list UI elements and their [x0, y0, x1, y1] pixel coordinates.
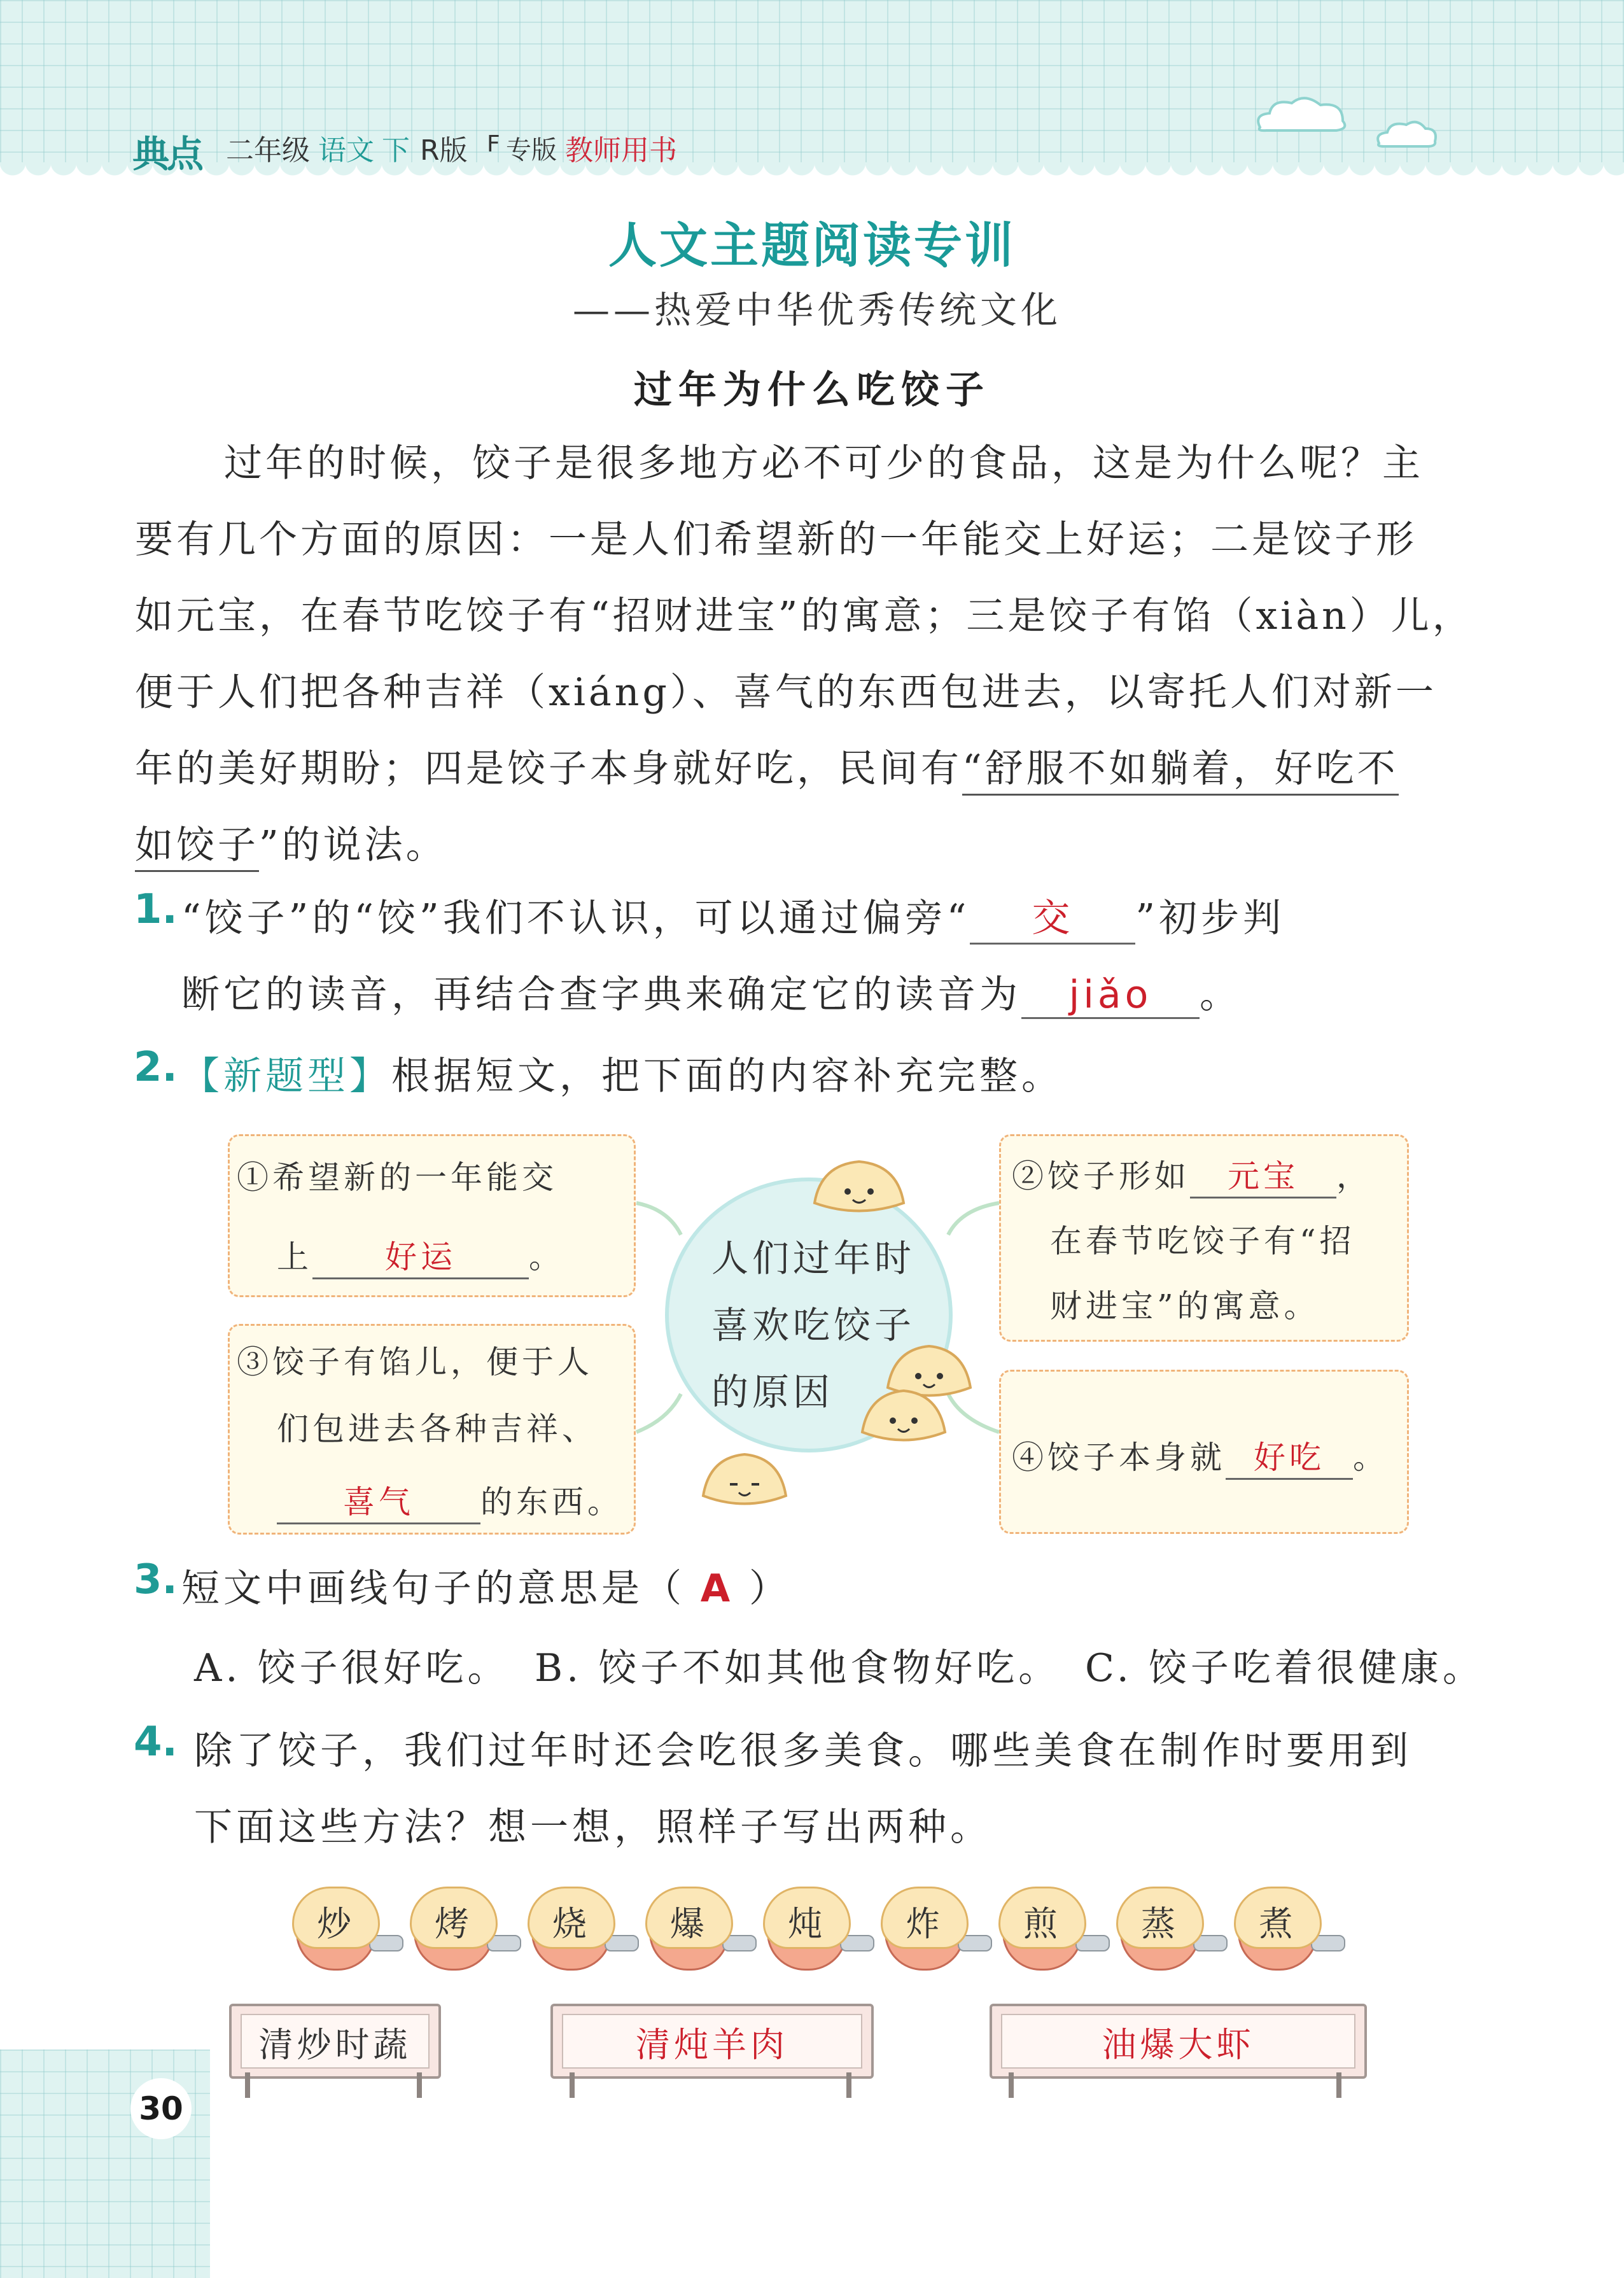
method-braise: 烧 — [525, 1884, 627, 1979]
question-1-number: 1. — [134, 886, 178, 933]
sign-leg — [570, 2072, 575, 2098]
method-steam: 蒸 — [1114, 1884, 1215, 1979]
header-special: 专版 — [506, 136, 557, 165]
underlined-sentence-part2: 如饺子 — [135, 823, 259, 872]
box-1-pre: 上 — [277, 1239, 312, 1276]
sign-leg — [1336, 2072, 1341, 2098]
story-line-3: 如元宝，在春节吃饺子有“招财进宝”的寓意；三是饺子有馅（xiàn）儿， — [135, 594, 1474, 638]
answer-sign-2 — [990, 2004, 1367, 2079]
sign-leg — [245, 2072, 250, 2098]
answer-ingot: 元宝 — [1190, 1151, 1336, 1199]
question-1-text-c: 断它的读音，再结合查字典来确定它的读音为 — [181, 973, 1021, 1017]
question-3-close: ） — [749, 1566, 791, 1611]
question-1-line-2 — [181, 964, 1242, 1019]
sign-leg — [1009, 2072, 1014, 2098]
example-dish: 清炒时蔬 — [258, 2025, 412, 2065]
box-2-line-3: 财进宝”的寓意。 — [1050, 1288, 1320, 1325]
answer-choice: A — [700, 1566, 734, 1611]
box-3-line-1: ③饺子有馅儿，便于人 — [237, 1344, 593, 1381]
new-question-type-tag: 【新题型】 — [181, 1054, 391, 1099]
header-subject: 语文 — [318, 134, 374, 167]
story-line-1: 过年的时候，饺子是很多地方必不可少的食品，这是为什么呢？主 — [224, 441, 1424, 486]
center-line-3: 的原因 — [711, 1370, 834, 1414]
publisher-logo: 典点 — [132, 132, 202, 176]
sign-leg — [846, 2072, 851, 2098]
box-2-post: ， — [1336, 1158, 1372, 1195]
dumpling-icon — [697, 1445, 792, 1515]
question-4-line-2: 下面这些方法？想一想，照样子写出两种。 — [194, 1805, 992, 1850]
method-stir-fry: 炒 — [290, 1884, 391, 1979]
answer-sign-1 — [550, 2004, 874, 2079]
dumpling-icon — [856, 1381, 951, 1451]
answer-pinyin: jiǎo — [1021, 973, 1200, 1019]
cloud-icon — [1247, 89, 1355, 140]
box-2-line-1 — [1012, 1151, 1372, 1199]
method-stew: 炖 — [760, 1884, 862, 1979]
story-title: 过年为什么吃饺子 — [634, 368, 990, 412]
center-line-1: 人们过年时 — [711, 1237, 916, 1280]
header-special-prefix: F — [487, 131, 500, 157]
question-4-number: 4. — [134, 1719, 178, 1766]
question-3-option-c: C. 饺子吃着很健康。 — [1085, 1646, 1485, 1691]
question-3-option-b: B. 饺子不如其他食物好吃。 — [535, 1646, 1061, 1691]
page-title: 人文主题阅读专训 — [608, 217, 1016, 274]
question-1-text-d: 。 — [1200, 973, 1242, 1017]
box-2-line-2: 在春节吃饺子有“招 — [1050, 1223, 1355, 1260]
story-line-6 — [135, 815, 447, 869]
story-line-5-text: 年的美好期盼；四是饺子本身就好吃，民间有 — [135, 747, 962, 791]
method-quick-fry: 爆 — [643, 1884, 745, 1979]
box-1-line-2 — [277, 1232, 564, 1279]
answer-tasty: 好吃 — [1226, 1432, 1353, 1480]
header-volume: 下 — [382, 134, 410, 167]
box-1-post: 。 — [529, 1239, 564, 1276]
question-3-option-a: A. 饺子很好吃。 — [194, 1646, 510, 1691]
page-subtitle: ——热爱中华优秀传统文化 — [573, 288, 1062, 332]
question-1-text-a: “饺子”的“饺”我们不认识，可以通过偏旁“ — [181, 896, 970, 941]
question-2-text: 根据短文，把下面的内容补充完整。 — [391, 1054, 1063, 1099]
example-sign — [229, 2004, 441, 2079]
question-2-number: 2. — [134, 1044, 178, 1091]
method-boil: 煮 — [1231, 1884, 1333, 1979]
box-3-post: 的东西。 — [480, 1484, 623, 1521]
question-4-line-1: 除了饺子，我们过年时还会吃很多美食。哪些美食在制作时要用到 — [194, 1729, 1412, 1773]
center-line-2: 喜欢吃饺子 — [711, 1304, 916, 1347]
method-pan-fry: 煎 — [996, 1884, 1098, 1979]
story-line-5 — [135, 738, 1399, 793]
header-edition: R版 — [420, 134, 468, 167]
header-book-type: 教师用书 — [565, 134, 677, 167]
story-line-4: 便于人们把各种吉祥（xiáng）、喜气的东西包进去，以寄托人们对新一 — [135, 670, 1437, 715]
cloud-icon — [1371, 115, 1441, 153]
question-1-line-1 — [181, 888, 1285, 945]
sign-leg — [417, 2072, 422, 2098]
story-line-2: 要有几个方面的原因：一是人们希望新的一年能交上好运；二是饺子形 — [135, 517, 1417, 562]
box-3-line-2: 们包进去各种吉祥、 — [277, 1410, 598, 1447]
method-roast: 烤 — [407, 1884, 509, 1979]
box-1-line-1: ①希望新的一年能交 — [237, 1159, 557, 1196]
answer-radical: 交 — [970, 888, 1135, 945]
underlined-sentence-part1: “舒服不如躺着，好吃不 — [962, 747, 1399, 796]
box-4-pre: ④饺子本身就 — [1012, 1439, 1226, 1476]
answer-dish-1: 清炖羊肉 — [636, 2025, 788, 2065]
answer-festive: 喜气 — [277, 1477, 480, 1524]
box-2-pre: ②饺子形如 — [1012, 1158, 1190, 1195]
answer-dish-2: 油爆大虾 — [1102, 2025, 1255, 2065]
page-number: 30 — [130, 2078, 192, 2139]
question-3-text: 短文中画线句子的意思是（ — [181, 1566, 685, 1611]
header-grade: 二年级 — [226, 134, 310, 167]
question-1-text-b: ”初步判 — [1135, 896, 1285, 941]
dumpling-icon — [808, 1152, 910, 1222]
story-line-6-tail: ”的说法。 — [259, 823, 447, 868]
box-4-post: 。 — [1353, 1439, 1389, 1476]
answer-good-luck: 好运 — [312, 1232, 529, 1279]
box-4-line-1 — [1012, 1432, 1389, 1480]
question-3-number: 3. — [134, 1556, 178, 1603]
method-deep-fry: 炸 — [878, 1884, 980, 1979]
question-2-line — [181, 1046, 1063, 1100]
question-3-line — [181, 1558, 791, 1613]
box-3-line-3 — [277, 1477, 623, 1524]
